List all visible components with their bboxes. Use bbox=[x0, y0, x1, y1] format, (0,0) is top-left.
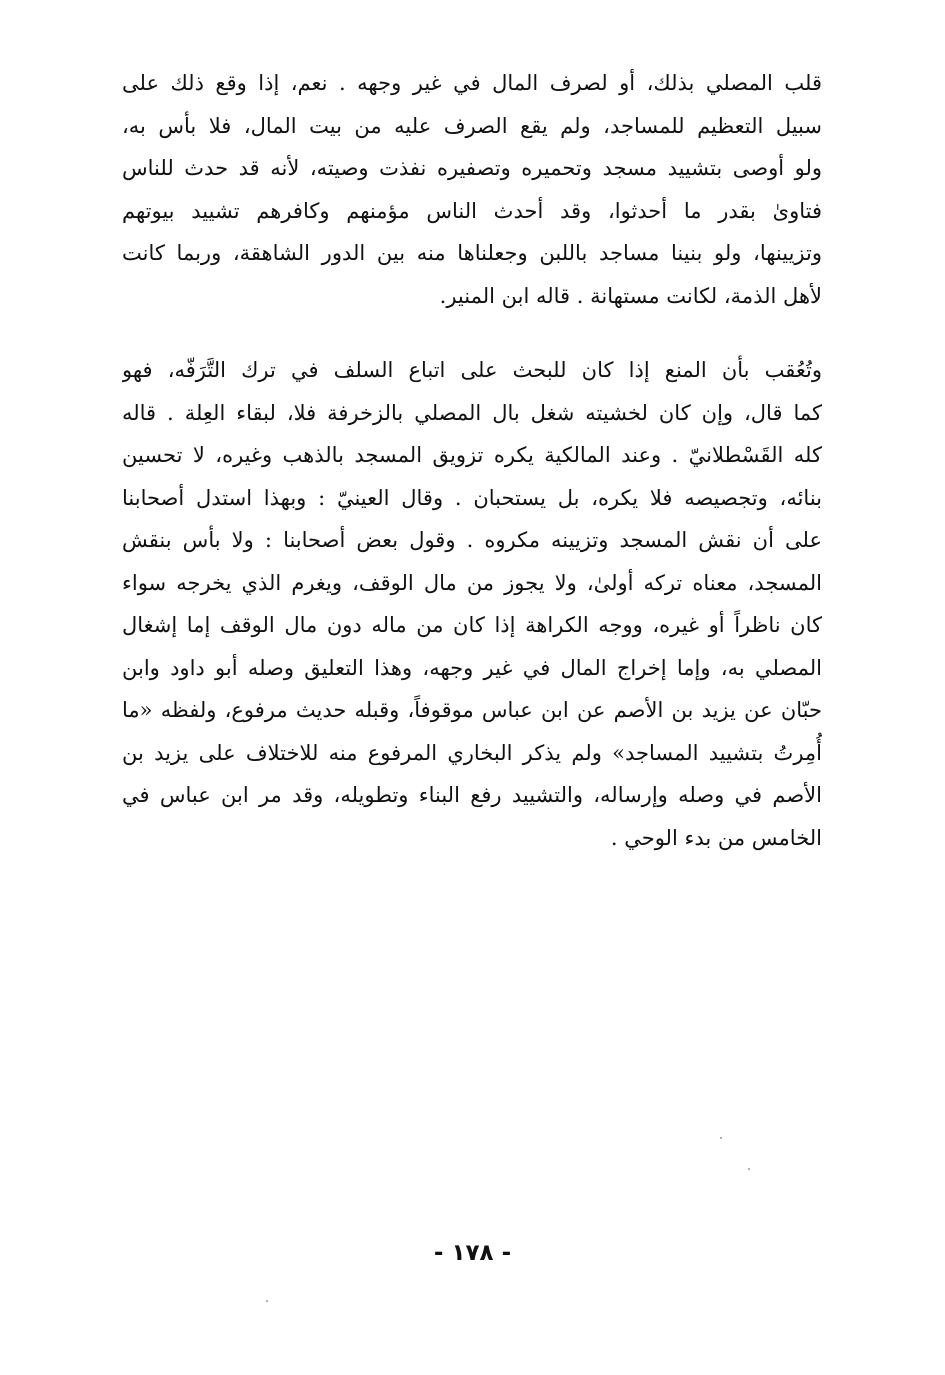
text-line: على أن نقش المسجد وتزيينه مكروه . وقول بعض أصحابنا : ولا بأس بنقش bbox=[122, 528, 822, 552]
page-number: - ١٧٨ - bbox=[433, 1240, 512, 1266]
text-line: ولو أوصى بتشييد مسجد وتحميره وتصفيره نفذت وصيته، لأنه قد حدث للناس bbox=[122, 156, 822, 180]
text-line: كما قال، وإن كان لخشيته شغل بال المصلي بالزخرفة فلا، لبقاء العِلة . قاله bbox=[122, 400, 822, 425]
scan-speck bbox=[748, 1168, 750, 1170]
paragraph-1 bbox=[122, 62, 822, 317]
text-line: كله القَسْطلانيّ . وعند المالكية يكره تزويق المسجد بالذهب وغيره، لا تحسين bbox=[122, 443, 822, 467]
text-line: أُمِرتُ بتشييد المساجد» ولم يذكر البخاري المرفوع منه للاختلاف على يزيد بن bbox=[122, 740, 822, 765]
scan-speck bbox=[720, 1137, 722, 1139]
text-line: لأهل الذمة، لكانت مستهانة . قاله ابن المنير. bbox=[439, 283, 822, 308]
text-line: فتاوىٰ بقدر ما أحدثوا، وقد أحدث الناس مؤمنهم وكافرهم تشييد بيوتهم bbox=[122, 198, 822, 223]
paragraph-2 bbox=[122, 349, 822, 859]
text-line: وتُعُقب بأن المنع إذا كان للبحث على اتباع السلف في ترك التَّرَفّه، فهو bbox=[122, 358, 822, 382]
text-line: المسجد، معناه تركه أولىٰ، ولا يجوز من مال الوقف، ويغرم الذي يخرجه سواء bbox=[122, 570, 822, 595]
scan-speck bbox=[266, 1300, 268, 1302]
text-line: الخامس من بدء الوحي . bbox=[610, 825, 822, 850]
text-line: سبيل التعظيم للمساجد، ولم يقع الصرف عليه من بيت المال، فلا بأس به، bbox=[122, 113, 822, 138]
text-line: وتزيينها، ولو بنينا مساجد باللبن وجعلناها منه بين الدور الشاهقة، وربما كانت bbox=[122, 241, 822, 265]
text-line: بنائه، وتجصيصه فلا يكره، بل يستحبان . وقال العينيّ : وبهذا استدل أصحابنا bbox=[122, 485, 822, 510]
text-line: كان ناظراً أو غيره، ووجه الكراهة إذا كان من ماله دون مال الوقف إما إشغال bbox=[122, 613, 822, 637]
text-line: الأصم في وصله وإرساله، والتشييد رفع البناء وتطويله، وقد مر ابن عباس في bbox=[122, 783, 822, 807]
text-line: قلب المصلي بذلك، أو لصرف المال في غير وجهه . نعم، إذا وقع ذلك على bbox=[122, 71, 822, 95]
text-line: المصلي به، وإما إخراج المال في غير وجهه، وهذا التعليق وصله أبو داود وابن bbox=[122, 655, 822, 680]
text-line: حبّان عن يزيد بن الأصم عن ابن عباس موقوفاً، وقبله حديث مرفوع، ولفظه «ما bbox=[122, 698, 822, 722]
